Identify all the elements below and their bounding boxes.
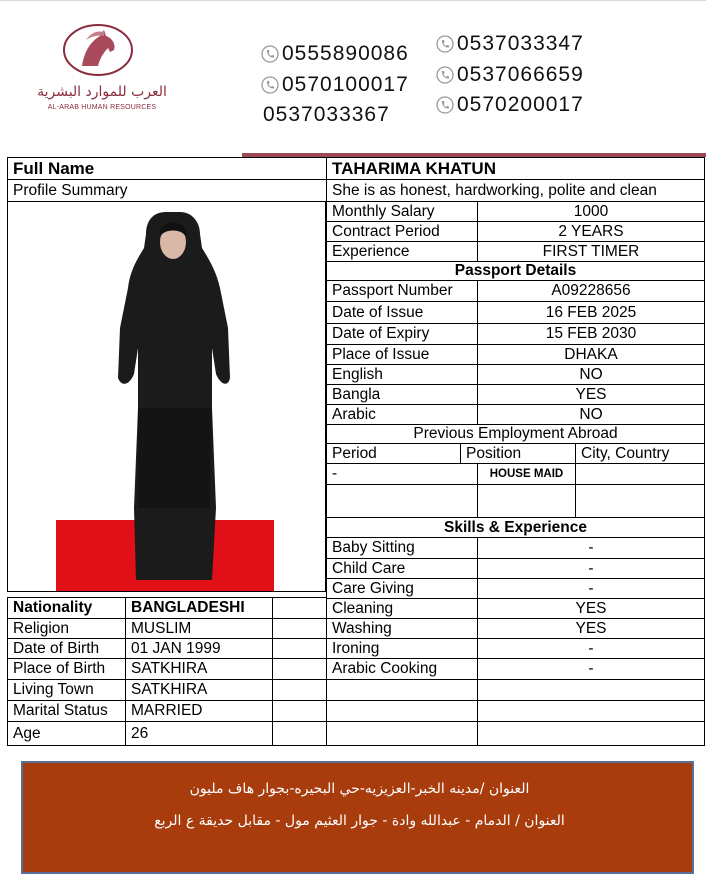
skill-label: Child Care bbox=[326, 558, 478, 579]
phone-number[interactable] bbox=[263, 103, 390, 127]
employment-location-value bbox=[575, 463, 705, 485]
skill-value: - bbox=[477, 558, 705, 579]
personal-label: Religion bbox=[7, 618, 126, 639]
company-logo bbox=[22, 22, 182, 122]
address-line-2: العنوان / الدمام - عبدالله وادة - جوار العثيم مول - مقابل حديقة ع الربع bbox=[154, 813, 565, 829]
skill-value: YES bbox=[477, 618, 705, 639]
profile-summary-label: Profile Summary bbox=[7, 179, 327, 202]
language-value: NO bbox=[477, 364, 705, 385]
personal-empty-cell bbox=[272, 700, 327, 722]
skill-label: Ironing bbox=[326, 638, 478, 659]
monthly-salary-value: 1000 bbox=[477, 201, 705, 222]
personal-label: Age bbox=[7, 721, 126, 746]
personal-empty-cell bbox=[272, 658, 327, 680]
skill-label: Arabic Cooking bbox=[326, 658, 478, 680]
phone-number-text: 0555890086 bbox=[282, 42, 409, 65]
employment-position-value: HOUSE MAID bbox=[477, 463, 576, 485]
phone-number[interactable] bbox=[436, 63, 584, 87]
monthly-salary-label: Monthly Salary bbox=[326, 201, 478, 222]
personal-label: Living Town bbox=[7, 679, 126, 701]
phone-number[interactable] bbox=[436, 93, 584, 117]
personal-empty-cell bbox=[272, 679, 327, 701]
personal-label: Place of Birth bbox=[7, 658, 126, 680]
brand-name-english: AL-ARAB HUMAN RESOURCES bbox=[47, 104, 157, 111]
personal-label: Nationality bbox=[7, 597, 126, 619]
phone-number-text: 0537033347 bbox=[457, 32, 584, 55]
personal-empty-cell bbox=[272, 618, 327, 639]
cv-table bbox=[7, 157, 705, 746]
horse-logo-icon bbox=[60, 22, 136, 78]
language-value: YES bbox=[477, 384, 705, 405]
skill-value: - bbox=[477, 578, 705, 599]
date-of-expiry-value: 15 FEB 2030 bbox=[477, 323, 705, 345]
phone-number[interactable] bbox=[261, 42, 409, 66]
phone-icon bbox=[261, 76, 279, 94]
contract-period-value: 2 YEARS bbox=[477, 221, 705, 242]
skill-empty-cell bbox=[477, 679, 705, 701]
skill-empty-cell bbox=[326, 721, 478, 746]
phone-number-text: 0537066659 bbox=[457, 63, 584, 86]
skill-value: - bbox=[477, 638, 705, 659]
employment-col-location: City, Country bbox=[575, 443, 705, 464]
brand-name-arabic: العرب للموارد البشرية bbox=[37, 84, 167, 100]
skill-empty-cell bbox=[477, 700, 705, 722]
full-name-value: TAHARIMA KHATUN bbox=[326, 157, 705, 180]
address-footer bbox=[21, 761, 694, 874]
employment-empty-cell bbox=[477, 484, 576, 518]
language-label: Arabic bbox=[326, 404, 478, 425]
personal-value: SATKHIRA bbox=[125, 679, 273, 701]
personal-label: Date of Birth bbox=[7, 638, 126, 659]
skill-value: YES bbox=[477, 598, 705, 619]
personal-label: Marital Status bbox=[7, 700, 126, 722]
phone-number[interactable] bbox=[261, 73, 409, 97]
place-of-issue-value: DHAKA bbox=[477, 344, 705, 365]
passport-number-label: Passport Number bbox=[326, 280, 478, 302]
skills-heading: Skills & Experience bbox=[326, 517, 705, 538]
date-of-expiry-label: Date of Expiry bbox=[326, 323, 478, 345]
phone-icon bbox=[436, 66, 454, 84]
employment-col-position: Position bbox=[460, 443, 576, 464]
personal-empty-cell bbox=[272, 597, 327, 619]
experience-label: Experience bbox=[326, 241, 478, 262]
employment-empty-cell bbox=[575, 484, 705, 518]
passport-heading: Passport Details bbox=[326, 261, 705, 281]
personal-value: MUSLIM bbox=[125, 618, 273, 639]
contract-period-label: Contract Period bbox=[326, 221, 478, 242]
candidate-figure-icon bbox=[108, 208, 238, 583]
personal-value: BANGLADESHI bbox=[125, 597, 273, 619]
experience-value: FIRST TIMER bbox=[477, 241, 705, 262]
phone-number-text: 0570200017 bbox=[457, 93, 584, 116]
phone-icon bbox=[436, 96, 454, 114]
skill-label: Washing bbox=[326, 618, 478, 639]
skill-value: - bbox=[477, 658, 705, 680]
skill-empty-cell bbox=[326, 679, 478, 701]
passport-number-value: A09228656 bbox=[477, 280, 705, 302]
date-of-issue-label: Date of Issue bbox=[326, 301, 478, 324]
phone-number-text: 0537033367 bbox=[263, 103, 390, 126]
place-of-issue-label: Place of Issue bbox=[326, 344, 478, 365]
top-divider bbox=[0, 0, 706, 1]
employment-period-value: - bbox=[326, 463, 478, 485]
phone-icon bbox=[436, 35, 454, 53]
employment-empty-cell bbox=[326, 484, 478, 518]
personal-value: SATKHIRA bbox=[125, 658, 273, 680]
skill-label: Cleaning bbox=[326, 598, 478, 619]
skill-value: - bbox=[477, 537, 705, 559]
profile-summary-value: She is as honest, hardworking, polite and clean bbox=[326, 179, 705, 202]
personal-value: 01 JAN 1999 bbox=[125, 638, 273, 659]
employment-col-period: Period bbox=[326, 443, 461, 464]
personal-empty-cell bbox=[272, 638, 327, 659]
language-label: Bangla bbox=[326, 384, 478, 405]
date-of-issue-value: 16 FEB 2025 bbox=[477, 301, 705, 324]
phone-number-text: 0570100017 bbox=[282, 73, 409, 96]
phone-number[interactable] bbox=[436, 32, 584, 56]
phone-icon bbox=[261, 45, 279, 63]
skill-empty-cell bbox=[477, 721, 705, 746]
skill-empty-cell bbox=[326, 700, 478, 722]
skill-label: Baby Sitting bbox=[326, 537, 478, 559]
personal-value: MARRIED bbox=[125, 700, 273, 722]
full-name-label: Full Name bbox=[7, 157, 327, 180]
language-label: English bbox=[326, 364, 478, 385]
personal-value: 26 bbox=[125, 721, 273, 746]
address-line-1: العنوان /مدينه الخبر-العزيزيه-حي البحيره-بجوار هاف مليون bbox=[189, 781, 530, 797]
skill-label: Care Giving bbox=[326, 578, 478, 599]
candidate-photo bbox=[7, 201, 326, 592]
employment-heading: Previous Employment Abroad bbox=[326, 424, 705, 444]
language-value: NO bbox=[477, 404, 705, 425]
personal-empty-cell bbox=[272, 721, 327, 746]
